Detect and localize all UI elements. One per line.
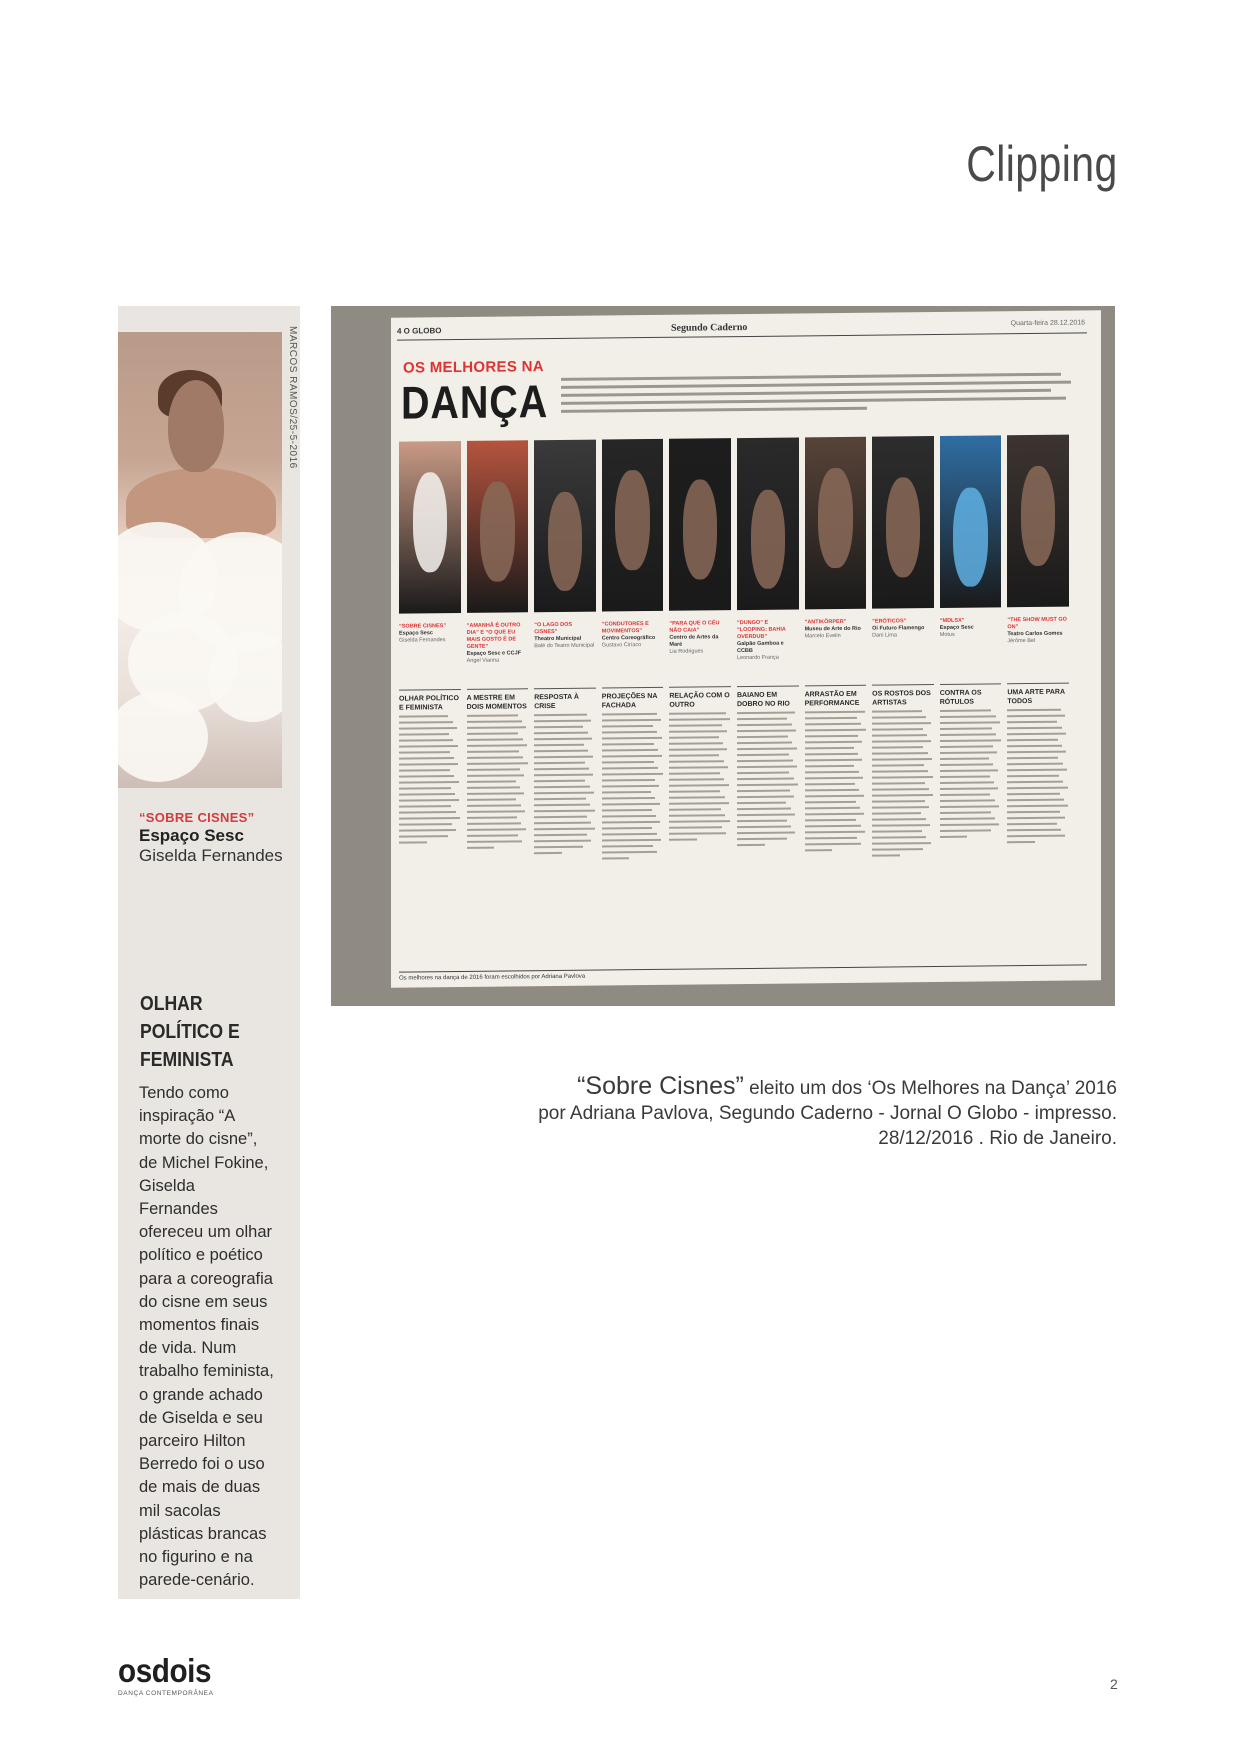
newspaper-footer: Os melhores na dança de 2016 foram escolhidos por Adriana Pavlova <box>399 964 1087 981</box>
newspaper-column-heading: ARRASTÃO EM PERFORMANCE <box>805 685 867 712</box>
newspaper-caption: “CONDUTORES E MOVIMENTOS” Centro Coreográfico Gustavo Ciríaco <box>601 621 656 649</box>
newspaper-column <box>399 689 461 866</box>
newspaper-photo <box>331 306 1115 1006</box>
newspaper-column <box>940 683 1002 860</box>
clipping-heading: OLHAR POLÍTICO E FEMINISTA <box>140 993 240 1071</box>
clipping-caption <box>397 1074 1117 1151</box>
newspaper-photos <box>399 435 1075 614</box>
newspaper-caption: “O LAGO DOS CISNES” Theatro Municipal Balé do Teatro Municipal <box>534 621 595 650</box>
newspaper-photo-panel <box>399 441 461 614</box>
newspaper-column-heading: CONTRA OS RÓTULOS <box>940 683 1002 710</box>
newspaper-caption: “THE SHOW MUST GO ON” Teatro Carlos Gomes Jérôme Bel <box>1007 616 1067 645</box>
newspaper-caption: “DUNGO” E “LOOPING: BAHIA OVERDUB” Galpão Gamboa e CCBB Leonardo França <box>736 619 786 662</box>
newspaper-photo-panel <box>872 436 934 609</box>
newspaper-photo-panel <box>534 440 596 613</box>
newspaper-column <box>872 684 934 861</box>
newspaper-caption: “PARA QUE O CÉU NÃO CAIA” Centro de Artes da Maré Lia Rodrigues <box>669 620 720 655</box>
newspaper-column-heading: UMA ARTE PARA TODOS <box>1007 683 1069 710</box>
newspaper-photo-panel <box>737 437 799 610</box>
newspaper-photo-panel <box>940 435 1002 608</box>
photo-credit: MARCOS RAMOS/25-5-2016 <box>287 326 298 469</box>
newspaper-captions <box>399 617 1075 666</box>
logo-tagline: DANÇA CONTEMPORÂNEA <box>118 1690 214 1697</box>
caption-line1: eleito um dos ‘Os Melhores na Dança’ 2016 <box>743 1078 1117 1099</box>
newspaper-columns <box>399 683 1075 866</box>
newspaper-intro <box>561 373 1071 426</box>
newspaper-column <box>534 688 596 865</box>
newspaper-column <box>669 686 731 863</box>
clipping-strip <box>118 306 300 1599</box>
newspaper-caption: “AMANHÃ É OUTRO DIA” E “O QUE EU MAIS GOSTO É DE GENTE” Espaço Sesc e CCJF Angel Vianna <box>466 622 522 664</box>
newspaper-column-heading: A MESTRE EM DOIS MOMENTOS <box>467 688 529 715</box>
newspaper-column-heading: OLHAR POLÍTICO E FEMINISTA <box>399 689 461 716</box>
newspaper-column-heading: RELAÇÃO COM O OUTRO <box>669 686 731 713</box>
page-number: 2 <box>1110 1676 1118 1692</box>
newspaper-caption: “SOBRE CISNES” Espaço Sesc Giselda Fernandes <box>399 623 447 644</box>
newspaper-photo-panel <box>467 440 529 613</box>
newspaper-section: Segundo Caderno <box>671 321 748 334</box>
newspaper-photo-panel <box>805 437 867 610</box>
newspaper-caption: “ANTIKÖRPER” Museu de Arte do Rio Marcelo Evelin <box>804 618 861 640</box>
logo-mark: osdois <box>118 1652 212 1689</box>
newspaper-column <box>805 685 867 862</box>
artist-name: Giselda Fernandes <box>139 846 283 865</box>
caption-quote: “Sobre Cisnes” <box>577 1072 744 1100</box>
newspaper-kicker: OS MELHORES NA <box>403 358 544 377</box>
newspaper-column <box>1007 683 1069 860</box>
newspaper-photo-panel <box>602 439 664 612</box>
newspaper-column-heading: RESPOSTA À CRISE <box>534 688 596 715</box>
newspaper-column-heading: PROJEÇÕES NA FACHADA <box>602 687 664 714</box>
newspaper-caption: “MDLSX” Espaço Sesc Motus <box>939 617 974 638</box>
clipping-photo <box>118 332 282 788</box>
newspaper-column-heading: OS ROSTOS DOS ARTISTAS <box>872 684 934 711</box>
newspaper-photo-panel <box>669 438 731 611</box>
page-title: Clipping <box>966 136 1118 192</box>
newspaper-photo-panel <box>1007 435 1069 608</box>
newspaper-column <box>602 687 664 864</box>
osdois-logo <box>118 1654 221 1697</box>
newspaper-column-heading: BAIANO EM DOBRO NO RIO <box>737 685 799 712</box>
newspaper-caption: “ERÓTICOS” Oi Futuro Flamengo Dani Lima <box>872 618 925 639</box>
newspaper-column <box>467 688 529 865</box>
newspaper-column <box>737 685 799 862</box>
newspaper-page <box>391 310 1101 987</box>
newspaper-date: Quarta-feira 28.12.2016 <box>1010 319 1085 328</box>
work-title: “SOBRE CISNES” <box>139 810 255 825</box>
newspaper-page-number: 4 O GLOBO <box>397 326 442 336</box>
caption-line3: 28/12/2016 . Rio de Janeiro. <box>878 1128 1117 1149</box>
clipping-body: Tendo como inspiração “A morte do cisne”, de Michel Fokine, Giselda Fernandes ofereceu um olhar político e poético para a coreografia do cisne em seus momentos finais de vida. Num trabalho feminista, o grande achado de Giselda e seu parceiro Hilton Berredo foi o uso de mais de duas mil sacolas plásticas brancas no figurino e na parede-cenário. <box>139 1084 274 1590</box>
newspaper-headline: DANÇA <box>401 375 549 429</box>
venue: Espaço Sesc <box>139 826 244 845</box>
caption-line2: por Adriana Pavlova, Segundo Caderno - Jornal O Globo - impresso. <box>538 1103 1117 1124</box>
